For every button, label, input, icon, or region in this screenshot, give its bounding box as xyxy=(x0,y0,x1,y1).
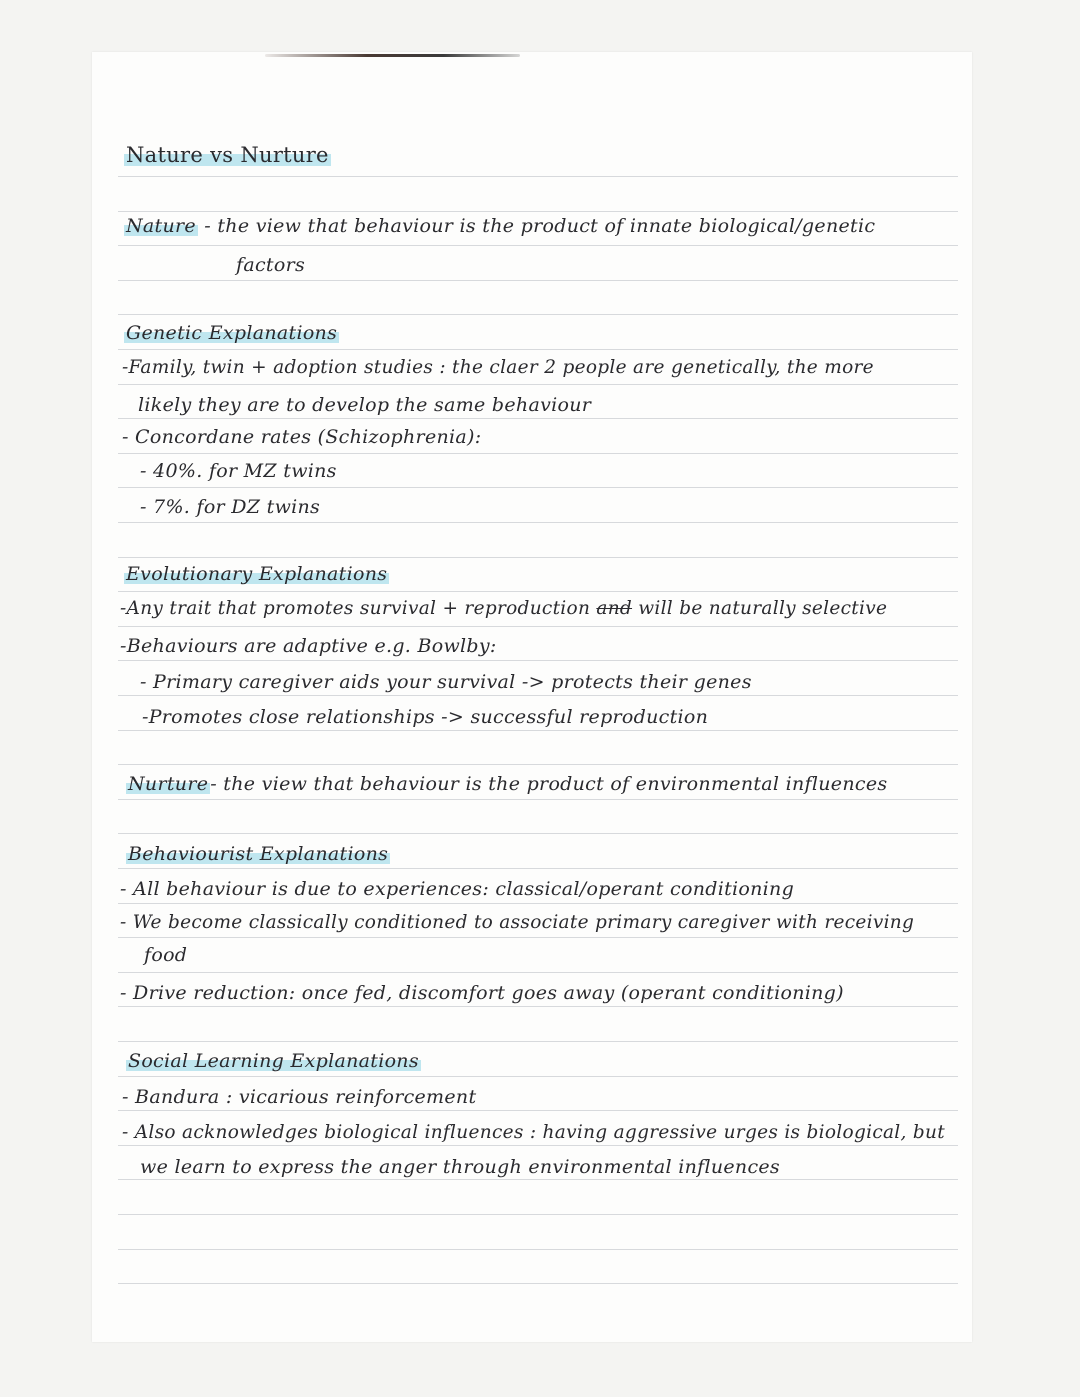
ruled-line xyxy=(118,695,958,696)
ruled-line xyxy=(118,1041,958,1042)
social-learning-line: we learn to express the anger through environmental influences xyxy=(140,1156,780,1178)
ruled-line xyxy=(118,972,958,973)
ruled-line xyxy=(118,557,958,558)
ruled-line xyxy=(118,349,958,350)
ruled-line xyxy=(118,384,958,385)
evolutionary-heading-text: Evolutionary Explanations xyxy=(126,563,388,585)
ruled-line xyxy=(118,903,958,904)
social-learning-heading-text: Social Learning Explanations xyxy=(128,1050,419,1072)
evolutionary-line1-text: -Any trait that promotes survival + reproduction xyxy=(120,598,591,619)
nurture-definition xyxy=(126,773,887,795)
ruled-line xyxy=(118,211,958,212)
genetic-line: -Family, twin + adoption studies : the claer 2 people are genetically, the more xyxy=(122,357,874,378)
page-binding-edge xyxy=(265,54,520,57)
nature-definition-line2: factors xyxy=(236,254,306,276)
ruled-line xyxy=(118,453,958,454)
nurture-term: Nurture xyxy=(128,773,209,795)
genetic-line: - 40%. for MZ twins xyxy=(140,460,337,482)
evolutionary-heading xyxy=(124,563,389,585)
genetic-line: - 7%. for DZ twins xyxy=(140,496,321,518)
evolutionary-line: -Promotes close relationships -> successful reproduction xyxy=(142,706,709,728)
ruled-line xyxy=(118,1145,958,1146)
nature-term: Nature xyxy=(126,215,196,237)
behaviourist-line: food xyxy=(144,944,188,966)
nurture-definition-text: - the view that behaviour is the product of environmental influences xyxy=(210,773,888,795)
ruled-line xyxy=(118,799,958,800)
behaviourist-line: - We become classically conditioned to associate primary caregiver with receiving xyxy=(120,912,915,933)
nature-definition xyxy=(124,215,875,237)
genetic-line: - Concordane rates (Schizophrenia): xyxy=(122,426,482,448)
ruled-line xyxy=(118,245,958,246)
evolutionary-line xyxy=(120,598,887,619)
ruled-line xyxy=(118,314,958,315)
social-learning-heading xyxy=(126,1050,421,1072)
genetic-heading-text: Genetic Explanations xyxy=(126,322,338,344)
ruled-line xyxy=(118,1179,958,1180)
ruled-line xyxy=(118,1006,958,1007)
ruled-line xyxy=(118,730,958,731)
evolutionary-line1b-text: will be naturally selective xyxy=(638,598,888,619)
ruled-line xyxy=(118,1110,958,1111)
ruled-line xyxy=(118,660,958,661)
ruled-line xyxy=(118,280,958,281)
ruled-line xyxy=(118,937,958,938)
behaviourist-heading xyxy=(126,843,390,865)
ruled-line xyxy=(118,1214,958,1215)
ruled-line xyxy=(118,487,958,488)
genetic-line: likely they are to develop the same behaviour xyxy=(138,394,592,416)
struck-word: and xyxy=(596,598,633,619)
title-text: Nature vs Nurture xyxy=(126,143,329,167)
ruled-line xyxy=(118,176,958,177)
nature-definition-text: - the view that behaviour is the product of innate biological/genetic xyxy=(204,215,876,237)
ruled-line xyxy=(118,833,958,834)
ruled-line xyxy=(118,764,958,765)
evolutionary-line: - Primary caregiver aids your survival -> protects their genes xyxy=(140,671,752,693)
social-learning-line: - Also acknowledges biological influences : having aggressive urges is biological, but xyxy=(122,1122,945,1143)
evolutionary-line: -Behaviours are adaptive e.g. Bowlby: xyxy=(120,635,497,657)
ruled-line xyxy=(118,1249,958,1250)
behaviourist-heading-text: Behaviourist Explanations xyxy=(128,843,389,865)
page-title xyxy=(124,143,331,167)
behaviourist-line: - Drive reduction: once fed, discomfort goes away (operant conditioning) xyxy=(120,982,844,1004)
ruled-line xyxy=(118,868,958,869)
ruled-line xyxy=(118,1283,958,1284)
behaviourist-line: - All behaviour is due to experiences: classical/operant conditioning xyxy=(120,878,795,900)
ruled-line xyxy=(118,522,958,523)
social-learning-line: - Bandura : vicarious reinforcement xyxy=(122,1086,477,1108)
ruled-line xyxy=(118,626,958,627)
ruled-line xyxy=(118,1076,958,1077)
genetic-heading xyxy=(124,322,339,344)
ruled-line xyxy=(118,591,958,592)
ruled-line xyxy=(118,418,958,419)
